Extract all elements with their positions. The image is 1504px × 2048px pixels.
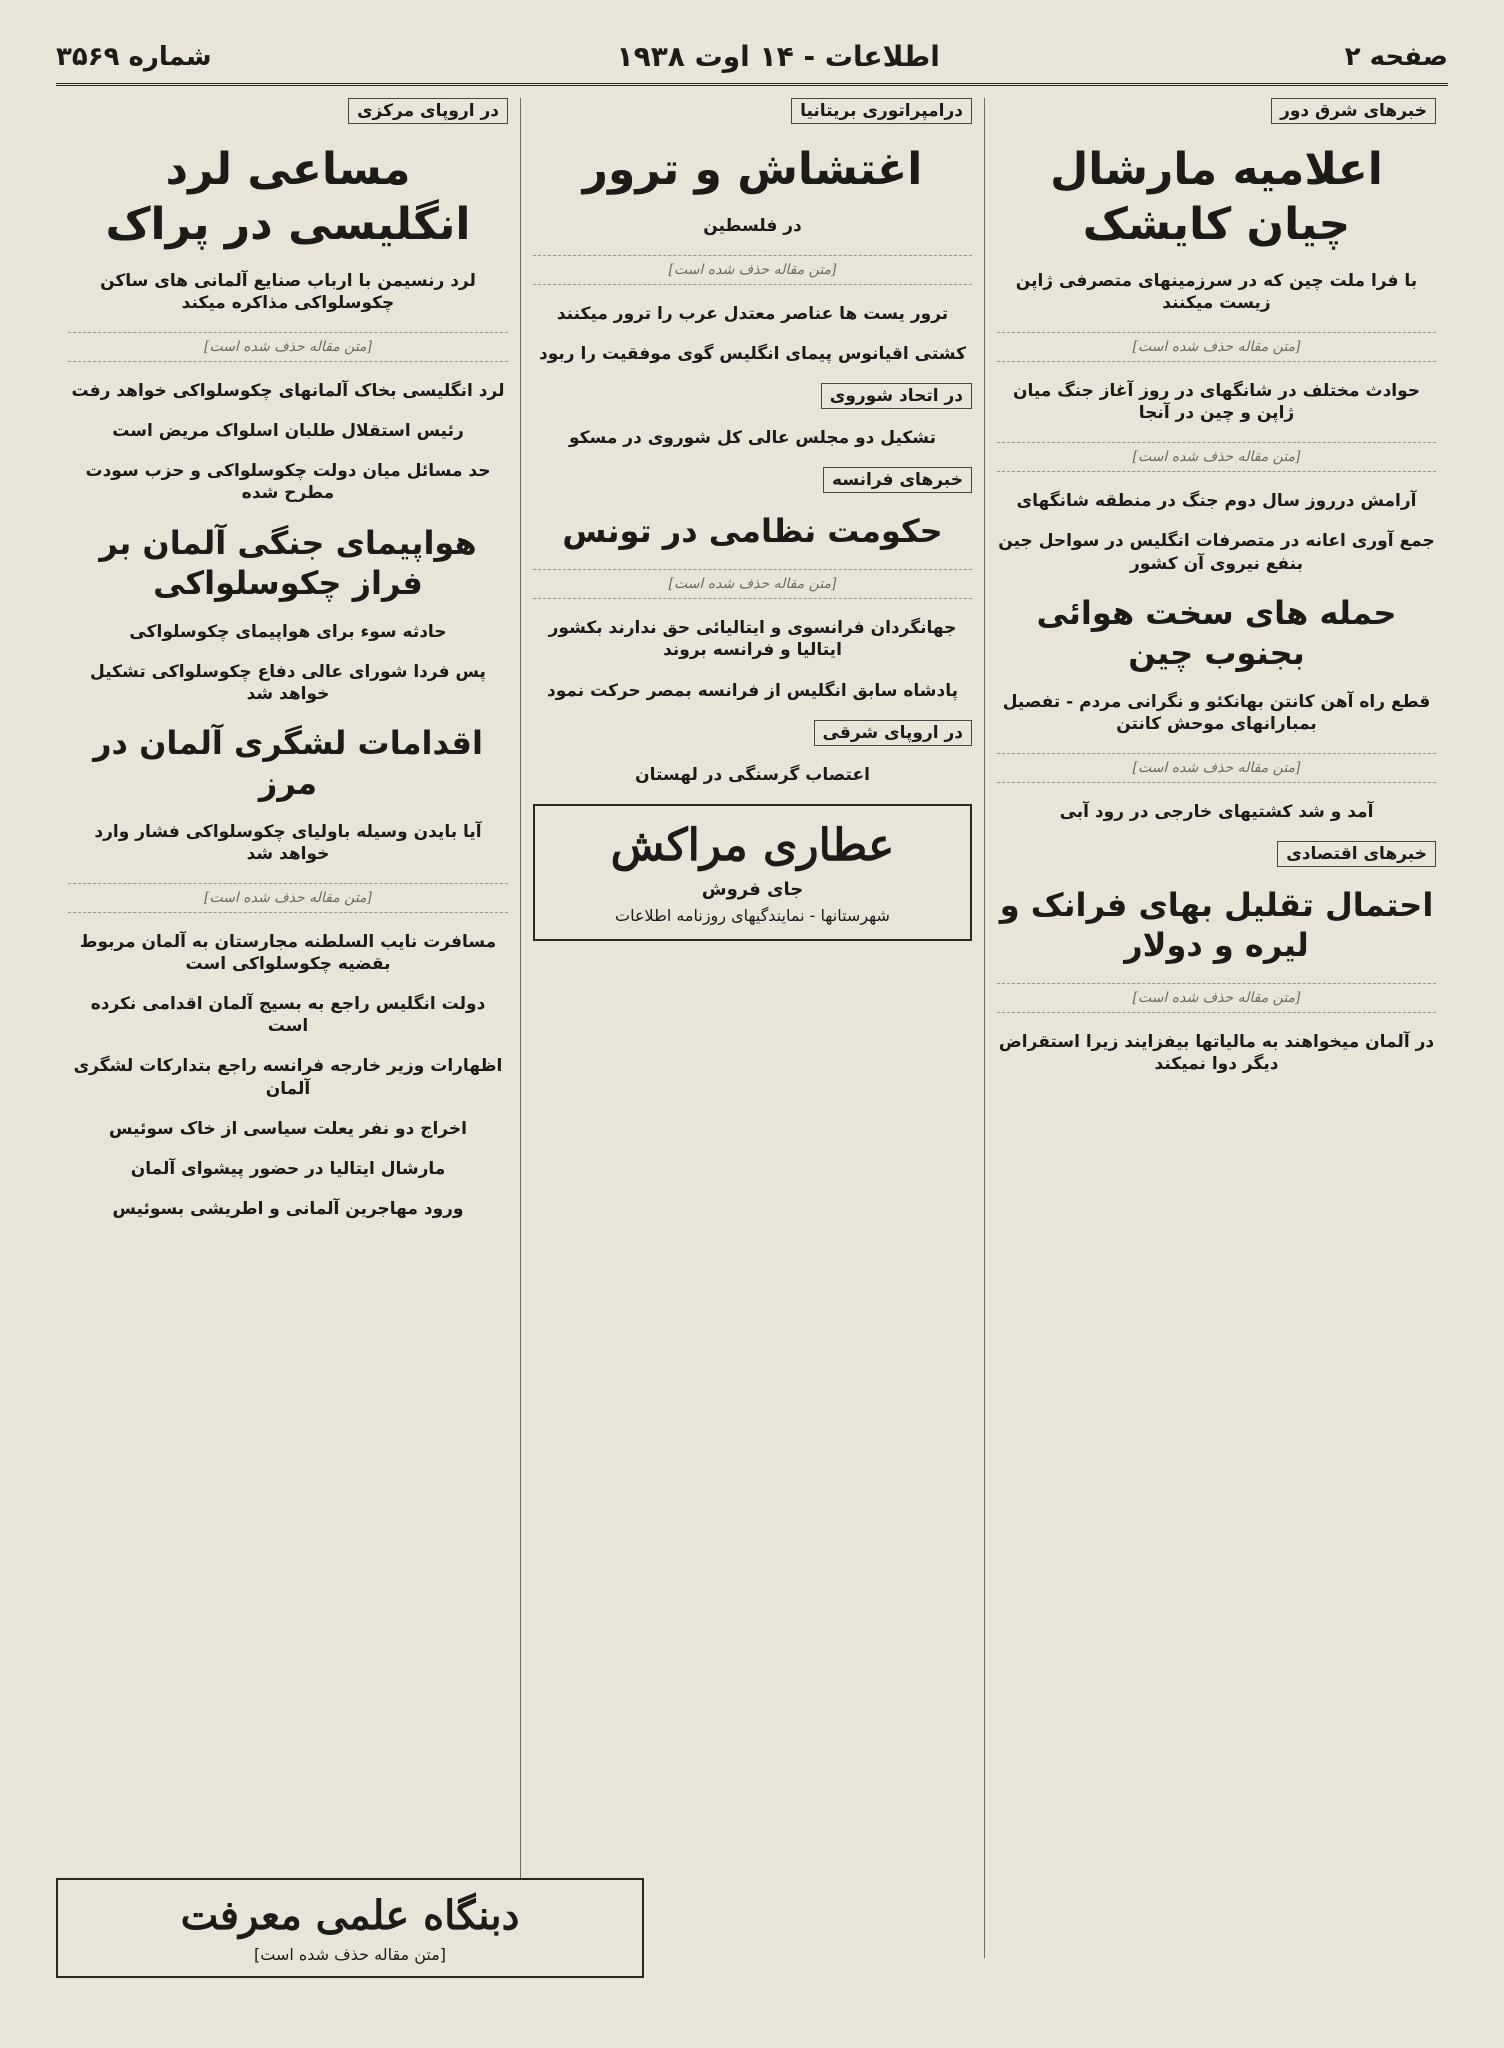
paper-date: اطلاعات - ۱۴ اوت ۱۹۳۸ [616, 40, 940, 73]
column-far-east [984, 98, 1448, 1958]
subhead-donations: جمع آوری اعانه در متصرفات انگلیس در سواحل جین بنفع نیروی آن کشور [998, 531, 1435, 574]
article-placeholder: [متن مقاله حذف شده است] [997, 983, 1436, 1013]
advertisement-box [533, 804, 972, 941]
headline-unrest-terror: اغتشاش و ترور [582, 144, 923, 195]
subhead-italian-marshal: مارشال ایتالیا در حضور پیشوای آلمان [130, 1158, 446, 1179]
article-placeholder: [متن مقاله حذف شده است] [997, 753, 1436, 783]
subhead-shanghai-calm: آرامش درروز سال دوم جنگ در منطقه شانگهای [1016, 491, 1417, 512]
ad-outlets: شهرستانها - نمایندگیهای روزنامه اطلاعات [615, 905, 890, 925]
section-tag-eastern-europe: در اروپای شرقی [814, 720, 973, 746]
section-tag-central-europe: در اروپای مرکزی [348, 98, 508, 124]
subhead-terrorists: ترور یست ها عناصر معتدل عرب را ترور میکنند [556, 304, 949, 325]
article-placeholder: [متن مقاله حذف شده است] [997, 442, 1436, 472]
section-tag-france: خبرهای فرانسه [823, 467, 972, 493]
headline-chiang-proclamation: اعلامیه مارشال چیان کایشک [1050, 144, 1383, 250]
subhead-ocean-liner: کشتی اقیانوس پیمای انگلیس گوی موفقیت را ربود [538, 344, 966, 365]
article-placeholder: [متن مقاله حذف شده است] [997, 332, 1436, 362]
subhead-runciman-talks: لرد رنسیمن با ارباب صنایع آلمانی های ساکن چکوسلواکی مذاکره میکند [100, 271, 476, 314]
section-tag-far-east: خبرهای شرق دور [1271, 98, 1436, 124]
subhead-yangtze-shipping: آمد و شد کشتیهای خارجی در رود آبی [1059, 801, 1374, 822]
subhead-former-king-egypt: پادشاه سابق انگلیس از فرانسه بمصر حرکت نمود [547, 680, 958, 701]
subhead-tourists-ban: جهانگردان فرانسوی و ایتالیائی حق ندارند بکشور ایتالیا و فرانسه بروند [548, 618, 957, 661]
subhead-lord-visit: لرد انگلیسی بخاک آلمانهای چکوسلواکی خواهد رفت [71, 381, 505, 402]
subhead-canton-railway: قطع راه آهن کانتن بهانکئو و نگرانی مردم - تفصیل بمبارانهای موحش کانتن [1002, 691, 1431, 734]
subhead-plane-accident: حادثه سوء برای هواپیمای چکوسلواکی [129, 621, 447, 642]
article-placeholder: [متن مقاله حذف شده است] [68, 883, 508, 913]
article-placeholder: [متن مقاله حذف شده است] [68, 332, 508, 362]
section-tag-ussr: در اتحاد شوروی [821, 383, 972, 409]
section-tag-british-empire: درامپراتوری بریتانیا [791, 98, 972, 124]
subhead-pressure: آیا بایدن وسیله باولیای چکوسلواکی فشار وارد خواهد شد [94, 821, 482, 864]
column-central-europe [56, 98, 520, 1958]
subhead-poland-hunger-strike: اعتصاب گرسنگی در لهستان [635, 764, 870, 785]
bottom-advertisement [56, 1878, 644, 1978]
subhead-sudeten-issues: حد مسائل میان دولت چکوسلواکی و حزب سودت مطرح شده [85, 461, 491, 504]
subhead-supreme-soviet: تشکیل دو مجلس عالی کل شوروی در مسکو [569, 428, 936, 449]
headline-currency-devaluation: احتمال تقلیل بهای فرانک و لیره و دولار [999, 885, 1434, 964]
subhead-occupied-territories: با فرا ملت چین که در سرزمینهای متصرفی ژاپن زیست میکنند [1015, 271, 1418, 314]
subhead-hungarian-regent: مسافرت نایب السلطنه مجارستان به آلمان مربوط بقضیه چکوسلواکی است [79, 932, 497, 975]
columns [56, 98, 1448, 1958]
article-placeholder: [متن مقاله حذف شده است] [533, 569, 972, 599]
subhead-slovak-leader-ill: رئیس استقلال طلبان اسلواک مریض است [112, 421, 464, 442]
ad-title: عطاری مراکش [610, 819, 895, 871]
subhead-palestine: در فلسطین [703, 216, 802, 236]
subhead-defense-council: پس فردا شورای عالی دفاع چکوسلواکی تشکیل خواهد شد [90, 661, 486, 704]
headline-warplane-over-czech: هواپیمای جنگی آلمان بر فراز چکوسلواکی [99, 523, 477, 602]
page-label: صفحه ۲ [1344, 41, 1448, 72]
subhead-refugees-switzerland: ورود مهاجرین آلمانی و اطریشی بسوئیس [112, 1198, 464, 1219]
section-tag-economic: خبرهای اقتصادی [1277, 841, 1436, 867]
subhead-germany-taxes: در آلمان میخواهند به مالیاتها بیفزایند زیرا استقراض دیگر دوا نمیکند [998, 1031, 1435, 1075]
masthead [56, 40, 1448, 86]
ad-subtitle: جای فروش [701, 878, 804, 900]
subhead-swiss-expulsion: اخراج دو نفر یعلت سیاسی از خاک سوئیس [109, 1118, 467, 1139]
article-placeholder: [متن مقاله حذف شده است] [533, 255, 972, 285]
headline-lord-in-prague: مساعی لرد انگلیسی در پراک [105, 144, 471, 250]
bottom-ad-title: دبنگاه علمی معرفت [180, 1892, 520, 1939]
subhead-shanghai-events: حوادث مختلف در شانگهای در روز آغاز جنگ میان ژاپن و چین در آنجا [1012, 381, 1421, 424]
subhead-britain-mobilization: دولت انگلیس راجع به بسیج آلمان اقدامی نکرده است [90, 994, 486, 1037]
headline-military-measures-border: اقدامات لشگری آلمان در مرز [93, 723, 483, 802]
column-empire-france [520, 98, 984, 1958]
subhead-french-minister: اظهارات وزیر خارجه فرانسه راجع بتدارکات لشگری آلمان [73, 1056, 503, 1099]
headline-air-raids-south-china: حمله های سخت هوائی بجنوب چین [1036, 593, 1397, 672]
issue-number: شماره ۳۵۶۹ [56, 41, 212, 72]
headline-martial-law-tunis: حکومت نظامی در تونس [562, 512, 943, 551]
article-placeholder: [متن مقاله حذف شده است] [253, 1945, 447, 1964]
